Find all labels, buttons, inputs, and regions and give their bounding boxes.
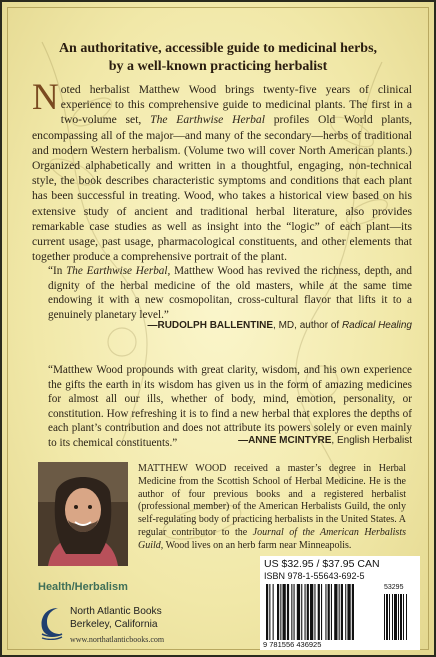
barcode-number: 9 781556 436925 — [263, 640, 322, 649]
barcode-bar — [287, 584, 289, 640]
category-label: Health/Herbalism — [38, 581, 128, 593]
barcode-addon-bar — [392, 594, 393, 640]
barcode-bar — [277, 584, 279, 640]
barcode-addon-bar — [386, 594, 388, 640]
price-addon-code: 53295 — [384, 584, 404, 591]
quote-2-attribution — [238, 435, 412, 447]
bio-text-2: Wood lives on an herb farm near Minneapolis. — [163, 539, 352, 551]
endorsement-quote-1 — [48, 264, 412, 322]
barcode-bar — [269, 584, 270, 640]
author-bio — [138, 463, 406, 553]
barcode-bars — [264, 584, 416, 640]
author-photo — [38, 462, 128, 566]
price-label: US $32.95 / $37.95 CAN — [264, 558, 380, 570]
publisher-block — [38, 602, 238, 648]
book-back-cover — [2, 2, 434, 655]
barcode-bar — [318, 584, 320, 640]
drop-cap: N — [32, 77, 59, 118]
barcode-addon-bar — [400, 594, 402, 640]
barcode-bar — [325, 584, 326, 640]
barcode-bar — [314, 584, 315, 640]
tagline — [22, 40, 414, 76]
barcode-bar — [339, 584, 340, 640]
barcode-bar — [266, 584, 268, 640]
barcode-bar — [310, 584, 313, 640]
publisher-logo-icon — [38, 604, 64, 640]
publisher-location: Berkeley, California — [70, 619, 158, 630]
barcode-bar — [273, 584, 274, 640]
quote-2-author: —ANNE MCINTYRE — [238, 435, 332, 446]
barcode-panel — [260, 556, 420, 650]
barcode-bar — [307, 584, 309, 640]
barcode-bar — [347, 584, 350, 640]
description-text-1: oted herbalist Matthew Wood brings twenty-five years of clinical experience to this comprehensive guide to medicinal plants. The first in a two-volume set, — [60, 83, 412, 127]
barcode-addon-bar — [394, 594, 397, 640]
barcode-bar — [283, 584, 286, 640]
quote-2-text: “Matthew Wood propounds with great clarity, wisdom, and his own experience the gifts the earth in its wisdom has given us in the form of amazing medicines for almost all our ills, whether of body, mind, emotion, personality, or constitution. How refreshing it is to find a new herbal that explores the depths of each plant’s contribution and does not attribute its powers solely or even mainly to its chemical constituents.” — [48, 364, 412, 449]
book-title-italic: The Earthwise Herbal — [150, 113, 265, 127]
description-text-2: profiles Old World plants, encompassing all of the major—and many of the secondary—herbs of traditional and modern Western herbalism. (Volume two will cover North American plants.) Organized alphabetically and written in a thoughtful, engaging, non-technical style, the book describes characteristic symptoms and conditions that each plant has been successful in treating. Wood, who takes a historical view based on his extensive study of ancient and traditional herbal literature, also provides remarkable case studies as well as insight into the “logic” of each plant—its current usage, past usage, pharmacological constituents, and other elements that together produce a comprehensive portrait of the plant. — [32, 113, 412, 264]
barcode-addon-bar — [403, 594, 404, 640]
quote-1-title: The Earthwise Herbal, — [66, 265, 171, 277]
quote-1-author: —RUDOLPH BALLENTINE — [147, 320, 274, 331]
barcode-bar — [352, 584, 354, 640]
barcode-bar — [301, 584, 302, 640]
publisher-name-line: North Atlantic Books — [70, 606, 162, 617]
quote-1-open: “In — [48, 265, 67, 277]
barcode-bar — [321, 584, 322, 640]
quote-1-book: Radical Healing — [341, 320, 412, 331]
barcode-addon-bar — [384, 594, 385, 640]
bio-journal: Journal of the American Herbalists Guild, — [138, 526, 406, 551]
barcode-addon-bar — [389, 594, 390, 640]
barcode-bar — [341, 584, 343, 640]
barcode-bar — [291, 584, 292, 640]
book-description — [32, 77, 412, 264]
barcode-bar — [280, 584, 281, 640]
author-name: MATTHEW WOOD — [138, 463, 227, 474]
isbn-label: ISBN 978-1-55643-692-5 — [264, 571, 365, 581]
tagline-line-1: An authoritative, accessible guide to medicinal herbs, — [58, 41, 378, 56]
barcode-bar — [331, 584, 332, 640]
quote-1-attribution — [147, 320, 412, 332]
barcode-addon-bar — [406, 594, 407, 640]
quote-2-credential: , English Herbalist — [331, 435, 412, 446]
publisher-url: www.northatlanticbooks.com — [70, 635, 165, 644]
quote-1-text: Matthew Wood has revived the richness, depth, and dignity of the herbal medicine of the old masters, while at the same time endowing it with a new cosmopolitan, cross-cultural flavor that lifts it to a genuinely planetary level.” — [48, 265, 412, 321]
publisher-name — [70, 605, 162, 631]
bio-text-1: received a master’s degree in Herbal Medicine from the Scottish School of Herbal Medicine. He is the author of four previous books and a registered herbalist (professional member) of the American Herbalists Guild, the only self-regulating body of practicing herbalists in the United States. A regular contributor to the — [138, 463, 406, 538]
tagline-line-2: by a well-known practicing herbalist — [108, 59, 328, 74]
barcode-bar — [305, 584, 306, 640]
barcode-bar — [294, 584, 295, 640]
barcode-bar — [334, 584, 337, 640]
barcode-addon-bar — [398, 594, 399, 640]
barcode-bar — [345, 584, 346, 640]
quote-1-credential: , MD, author of — [273, 320, 342, 331]
barcode-bar — [297, 584, 300, 640]
barcode-bar — [328, 584, 330, 640]
